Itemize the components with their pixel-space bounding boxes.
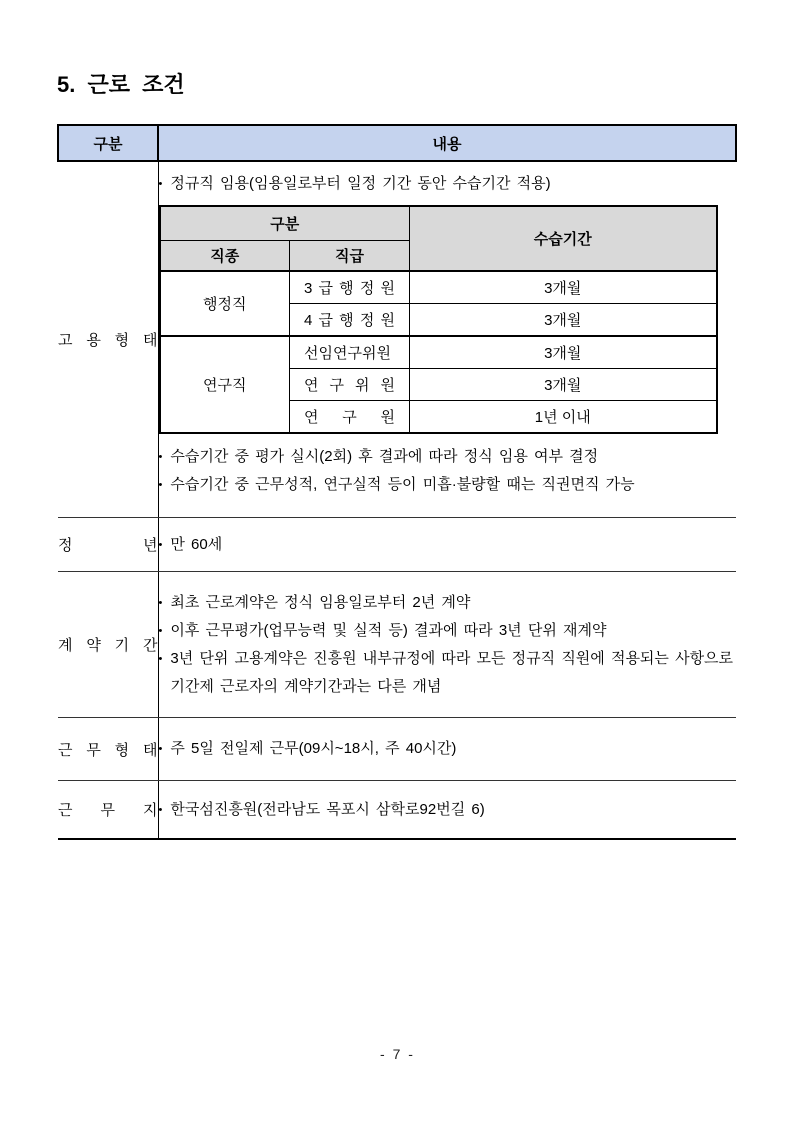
row-content-employment-type <box>158 161 736 518</box>
bullet-item: • 주 5일 전일제 근무(09시~18시, 주 40시간) <box>159 735 737 763</box>
probation-header-gubun: 구분 <box>160 206 410 241</box>
bullet-dot-icon: • <box>158 479 163 491</box>
probation-rank: 선임연구위원 <box>290 336 410 369</box>
bullet-item: • 수습기간 중 근무성적, 연구실적 등이 미흡·불량할 때는 직권면직 가능 <box>159 471 737 499</box>
bullet-dot-icon: • <box>158 652 163 665</box>
probation-header-jikjong: 직종 <box>160 241 290 272</box>
header-category: 구분 <box>58 125 158 161</box>
bullet-item: • 한국섬진흥원(전라남도 목포시 삼학로92번길 6) <box>159 796 737 824</box>
probation-row <box>160 336 717 369</box>
row-label-employment-type: 고 용 형 태 <box>58 161 158 518</box>
row-content-work-location <box>158 781 736 840</box>
table-row-contract-period <box>58 572 736 718</box>
table-row-work-location <box>58 781 736 840</box>
row-content-work-type <box>158 718 736 781</box>
row-label-work-type: 근 무 형 태 <box>58 718 158 781</box>
bullet-dot-icon: • <box>158 451 163 463</box>
working-conditions-table <box>57 124 737 840</box>
probation-period: 3개월 <box>410 336 717 369</box>
probation-group-admin: 행정직 <box>160 271 290 336</box>
probation-rank: 연 구 원 <box>290 401 410 434</box>
row-label-work-location: 근 무 지 <box>58 781 158 840</box>
probation-header-period: 수습기간 <box>410 206 717 271</box>
section-title: 5. 근로 조건 <box>57 72 185 97</box>
probation-period: 3개월 <box>410 369 717 401</box>
bullet-dot-icon: • <box>158 538 163 551</box>
table-row-employment-type <box>58 161 736 518</box>
probation-header-row1 <box>160 206 717 241</box>
probation-row <box>160 271 717 304</box>
probation-header-jikgeup: 직급 <box>290 241 410 272</box>
table-row-retirement-age <box>58 518 736 572</box>
bullet-dot-icon: • <box>158 743 163 755</box>
probation-period: 3개월 <box>410 271 717 304</box>
bullet-item: • 수습기간 중 평가 실시(2회) 후 결과에 따라 정식 임용 여부 결정 <box>159 443 737 471</box>
row-content-contract-period <box>158 572 736 718</box>
probation-rank: 4 급 행 정 원 <box>290 304 410 337</box>
header-content: 내용 <box>158 125 736 161</box>
probation-group-research: 연구직 <box>160 336 290 433</box>
table-row-work-type <box>58 718 736 781</box>
probation-period: 3개월 <box>410 304 717 337</box>
bullet-item: • 최초 근로계약은 정식 임용일로부터 2년 계약 <box>159 589 737 617</box>
probation-period: 1년 이내 <box>410 401 717 434</box>
probation-rank: 3 급 행 정 원 <box>290 271 410 304</box>
bullet-item: • 3년 단위 고용계약은 진흥원 내부규정에 따라 모든 정규직 직원에 적용되는 사항으로 기간제 근로자의 계약기간과는 다른 개념 <box>159 645 737 701</box>
row-label-contract-period: 계 약 기 간 <box>58 572 158 718</box>
page-number: - 7 - <box>380 1046 413 1062</box>
row-label-retirement-age: 정 년 <box>58 518 158 572</box>
bullet-item: • 이후 근무평가(업무능력 및 실적 등) 결과에 따라 3년 단위 재계약 <box>159 617 737 645</box>
bullet-item: • 정규직 임용(임용일로부터 일정 기간 동안 수습기간 적용) <box>159 170 737 198</box>
table-header-row <box>58 125 736 161</box>
bullet-dot-icon: • <box>158 624 163 637</box>
bullet-item: • 만 60세 <box>159 531 737 559</box>
row-content-retirement-age <box>158 518 736 572</box>
bullet-dot-icon: • <box>158 178 163 190</box>
probation-rank: 연 구 위 원 <box>290 369 410 401</box>
bullet-dot-icon: • <box>158 596 163 609</box>
probation-period-table <box>159 205 718 434</box>
bullet-dot-icon: • <box>158 803 163 816</box>
